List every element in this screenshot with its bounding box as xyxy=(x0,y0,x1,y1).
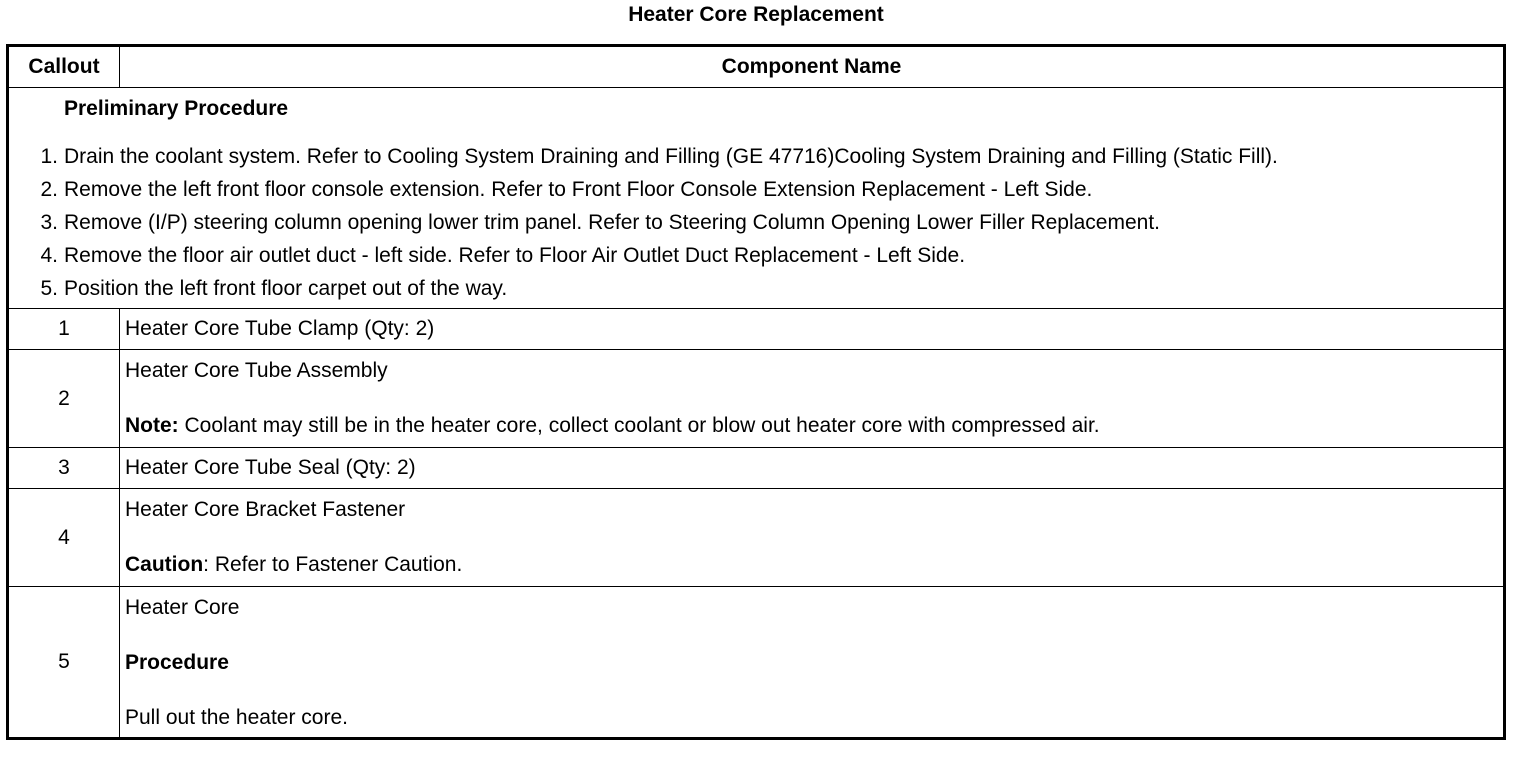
step-text: Remove the floor air outlet duct - left side. Refer to Floor Air Outlet Duct Replacement - Left Side. xyxy=(64,244,966,267)
component-name: Heater Core Tube Seal (Qty: 2) xyxy=(120,448,1505,489)
procedure-text: Pull out the heater core. xyxy=(125,706,348,729)
preliminary-cell xyxy=(8,88,1505,309)
step-number: 4. xyxy=(40,244,58,267)
step-item xyxy=(40,276,1503,302)
callout-number: 4 xyxy=(8,489,120,587)
component-table xyxy=(6,44,1506,740)
callout-number: 5 xyxy=(8,587,120,739)
table-row xyxy=(8,448,1505,489)
page-title: Heater Core Replacement xyxy=(628,3,884,26)
table-header-row xyxy=(8,46,1505,88)
table-row xyxy=(8,489,1505,587)
table-row xyxy=(8,587,1505,739)
step-text: Drain the coolant system. Refer to Cooling System Draining and Filling (GE 47716)Cooling System Draining and Filling (Static Fill). xyxy=(64,145,1278,168)
step-number: 1. xyxy=(40,145,58,168)
step-item xyxy=(40,144,1503,170)
step-number: 2. xyxy=(40,178,58,201)
component-name-header: Component Name xyxy=(120,46,1505,88)
note-label: Note: xyxy=(125,414,179,437)
preliminary-title: Preliminary Procedure xyxy=(64,97,289,120)
callout-header: Callout xyxy=(8,46,120,88)
table-row xyxy=(8,309,1505,350)
callout-number: 2 xyxy=(8,350,120,448)
preliminary-steps xyxy=(9,144,1503,302)
step-item xyxy=(40,210,1503,236)
note-text: Coolant may still be in the heater core, collect coolant or blow out heater core with compressed air. xyxy=(178,414,1100,437)
preliminary-row xyxy=(8,88,1505,309)
procedure-label: Procedure xyxy=(125,651,229,674)
step-text: Position the left front floor carpet out of the way. xyxy=(64,277,508,300)
step-text: Remove the left front floor console extension. Refer to Front Floor Console Extension Replacement - Left Side. xyxy=(64,178,1093,201)
step-number: 5. xyxy=(40,277,58,300)
component-name: Heater Core Tube Assembly xyxy=(125,359,388,382)
component-name: Heater Core Bracket Fastener xyxy=(125,498,406,521)
callout-number: 1 xyxy=(8,309,120,350)
component-caution xyxy=(125,552,1503,578)
component-note xyxy=(125,413,1503,439)
step-item xyxy=(40,177,1503,203)
component-cell xyxy=(120,587,1505,739)
component-cell xyxy=(120,489,1505,587)
caution-text: : Refer to Fastener Caution. xyxy=(203,553,463,576)
component-cell xyxy=(120,350,1505,448)
table-row xyxy=(8,350,1505,448)
component-name: Heater Core Tube Clamp (Qty: 2) xyxy=(120,309,1505,350)
step-item xyxy=(40,243,1503,269)
step-number: 3. xyxy=(40,211,58,234)
callout-number: 3 xyxy=(8,448,120,489)
component-name: Heater Core xyxy=(125,596,240,619)
step-text: Remove (I/P) steering column opening lower trim panel. Refer to Steering Column Opening Lower Filler Replacement. xyxy=(64,211,1161,234)
caution-label: Caution xyxy=(125,553,204,576)
